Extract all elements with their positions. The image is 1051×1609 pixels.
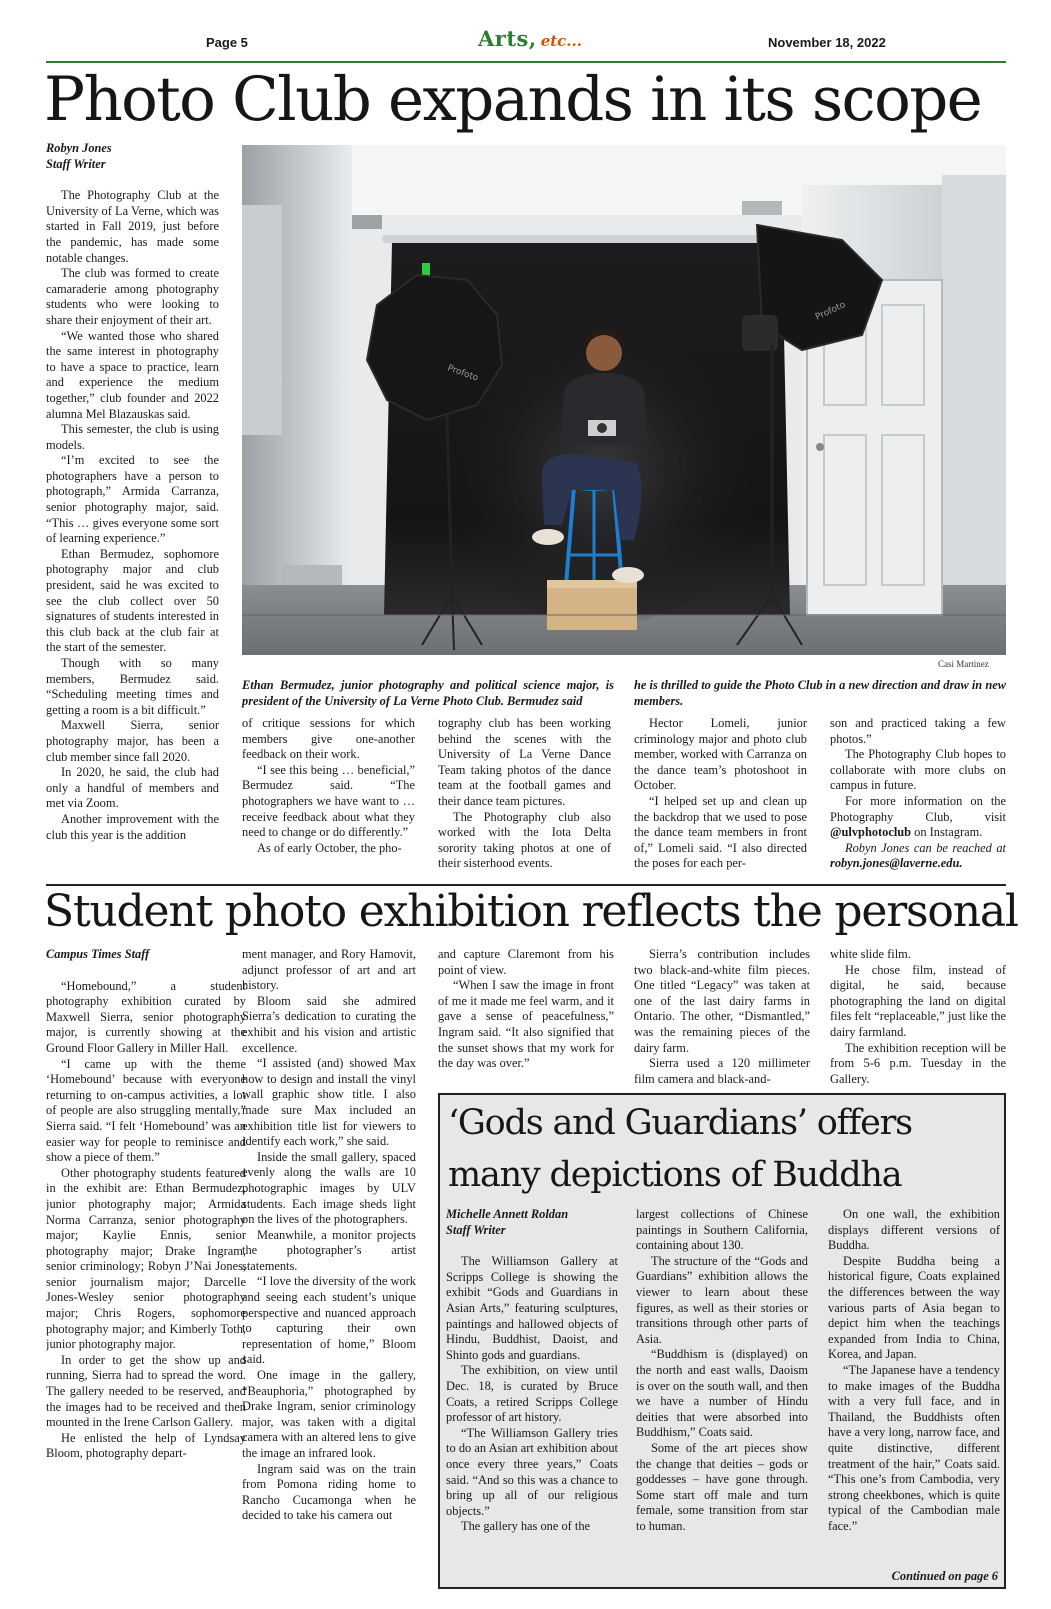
paragraph: The Photography Club hopes to collaborate with more clubs on campus in future. — [830, 747, 1006, 793]
paragraph: The exhibition, on view until Dec. 18, is curated by Bruce Coats, a retired Scripps College professor of art history. — [446, 1363, 618, 1425]
paragraph: Though with so many members, Bermudez said. “Scheduling meeting times and getting a room is a bit difficult.” — [46, 656, 219, 717]
paragraph: Despite Buddha being a historical figure, Coats explained the differences between the way various parts of Asia began to depict him when the teachings expanded from India to China, Korea, and Japan. — [828, 1253, 1000, 1362]
paragraph: The structure of the “Gods and Guardians” exhibition allows the viewer to learn about these figures, as well as their stories or transitions through other parts of Asia. — [636, 1253, 808, 1346]
section-title-sub: etc... — [540, 32, 582, 50]
paragraph: “I see this being … beneficial,” Bermudez said. “The photographers we have want to …receive feedback about what they need to change or do differently.” — [242, 762, 415, 840]
story1-byline — [46, 141, 219, 172]
paragraph: “I assisted (and) showed Max how to design and install the vinyl wall graphic show title. I also made sure Max included an exhibition title list for viewers to identify each work,” she said. — [242, 1056, 416, 1149]
photo-caption-right: he is thrilled to guide the Photo Club in a new direction and draw in new members. — [634, 678, 1006, 708]
paragraph: ment manager, and Rory Hamovit, adjunct professor of art and art history. — [242, 947, 416, 993]
story2-byline: Campus Times Staff — [46, 947, 150, 961]
story1-col3 — [438, 716, 611, 879]
story1-headline: Photo Club expands in its scope — [44, 64, 982, 135]
paragraph: The Photography Club at the University of La Verne, which was started in Fall 2019, just before the pandemic, has made some notable changes. — [46, 188, 219, 265]
paragraph: The club was formed to create camaraderie among photography students who were looking to share their enjoyment of their art. — [46, 266, 219, 327]
paragraph: Hector Lomeli, junior criminology major and photo club member, worked with Carranza on the dance team’s photoshoot in October. — [634, 716, 807, 793]
story2-col3 — [438, 947, 614, 1089]
paragraph: In 2020, he said, the club had only a handful of members and met via Zoom. — [46, 765, 219, 811]
softbox-right-brand: Profoto — [814, 300, 848, 323]
paragraph: white slide film. — [830, 947, 911, 961]
story3-col3 — [828, 1207, 1000, 1569]
paragraph: Some of the art pieces show the change that deities – gods or goddesses – have gone through. Some start off male and turn female, some transition from star to human. — [636, 1440, 808, 1533]
paragraph: The Williamson Gallery at Scripps College is showing the exhibit “Gods and Guardians in Asian Arts,” featuring sculptures, paintings and hallowed objects of Hindu, Buddhist, Daoist, and Shinto gods and guardians. — [446, 1254, 618, 1362]
author-contact-text: Robyn Jones can be reached at — [845, 840, 1006, 855]
paragraph: He chose film, instead of digital, he said, because photographing the land on digital files felt “replaceable,” just like the dairy farmland. — [830, 962, 1006, 1039]
paragraph: Ethan Bermudez, sophomore photography major and club president, said he was excited to see the club collect over 50 signatures of students interested in this club back at the club fair at the start of the semester. — [46, 546, 219, 655]
story2-headline: Student photo exhibition reflects the personal — [44, 886, 1018, 937]
paragraph: “I’m excited to see the photographers have a person to photograph,” Armida Carranza, senior photography major, said. “This … gives everyone some sort of learning experience.” — [46, 453, 219, 546]
paragraph: and capture Claremont from his point of view. — [438, 947, 614, 977]
continued-jump[interactable]: Continued on page 6 — [891, 1569, 998, 1583]
paragraph-text: For more information on the Photography Club, visit — [830, 793, 1006, 824]
story1-col4 — [634, 716, 807, 879]
story1-byline-role: Staff Writer — [46, 156, 106, 171]
paragraph: “I came up with the theme ‘Homebound’ because with everyone returning to on-campus activities, a lot of people are also struggling mentally,” Sierra said. “I felt ‘Homebound’ was an easier way for people to reminisce and show a piece of them.” — [46, 1056, 246, 1165]
story3-headline-line2: many depictions of Buddha — [448, 1155, 902, 1195]
story1-photo — [242, 145, 1006, 655]
paragraph: “I love the diversity of the work and seeing each student’s unique perspective and nuanced approach to capturing their own representation of home,” Bloom said. — [242, 1274, 416, 1367]
photo-credit: Casi Martinez — [938, 659, 989, 669]
paragraph: The exhibition reception will be from 5-6 p.m. Tuesday in the Gallery. — [830, 1040, 1006, 1086]
softbox-left-brand: Profoto — [445, 363, 480, 384]
paragraph: One image in the gallery, “Beauphoria,” photographed by Drake Ingram, senior criminology major, was taken with a digital camera with an altered lens to give the image an infrared look. — [242, 1368, 416, 1460]
paragraph: son and practiced taking a few photos.” — [830, 716, 1006, 746]
paragraph: Other photography students featured in the exhibit are: Ethan Bermudez, junior photography major; Armida Norma Carranza, senior photography major; Kaylie Ennis, senior photography major; Drake Ingram, senior criminology; Robyn J’Nai Jones, senior journalism major; Darcelle Jones-Wesley senior photography major; Chris Rogers, sophomore photography major; and Kimberly Toth, junior photography major. — [46, 1165, 246, 1352]
paragraph: “Homebound,” a student photography exhibition curated by Maxwell Sierra, senior photography major, is currently showing at the Ground Floor Gallery in Miller Hall. — [46, 978, 246, 1055]
paragraph: largest collections of Chinese paintings in Southern California, containing about 130. — [636, 1207, 808, 1253]
paragraph: Another improvement with the club this year is the addition — [46, 811, 219, 842]
paragraph: “The Williamson Gallery tries to do an Asian art exhibition about once every three years,” Coats said. “And so this was a chance to bring up all of our religious objects.” — [446, 1425, 618, 1518]
instagram-handle[interactable]: @ulvphotoclub — [830, 825, 912, 840]
story3-byline — [446, 1207, 618, 1238]
paragraph: In order to get the show up and running, Sierra had to spread the word. The gallery needed to be reserved, and the images had to be received and then mounted in the Irene Carlson Gallery. — [46, 1352, 246, 1430]
page-number: Page 5 — [206, 35, 248, 50]
story2-col2 — [242, 947, 416, 1603]
story3-col2 — [636, 1207, 808, 1585]
paragraph: “Buddhism is (displayed) on the north and east walls, Daoism is over on the south wall, and then we have a number of Hindu deities that were absorbed into Buddhism,” Coats said. — [636, 1347, 808, 1440]
story3-col1 — [446, 1207, 618, 1585]
paragraph: tography club has been working behind the scenes with the University of La Verne Dance Team taking photos of the dance team at the football games and their dance team pictures. — [438, 716, 611, 808]
story2-col5 — [830, 947, 1006, 1089]
paragraph — [830, 794, 1006, 841]
paragraph: “I helped set up and clean up the backdrop that we used to pose the dance team members in front of,” Lomeli said. “I also directed the poses for each per- — [634, 793, 807, 871]
story1-byline-name: Robyn Jones — [46, 141, 112, 155]
paragraph: Maxwell Sierra, senior photography major, has been a club member since fall 2020. — [46, 718, 219, 764]
paragraph: On one wall, the exhibition displays different versions of Buddha. — [828, 1207, 1000, 1253]
paragraph: “When I saw the image in front of me it made me feel warm, and it gave a sense of peacefulness,” Ingram said. “It also signified that the sunset shows that my work for the day was over.” — [438, 978, 614, 1071]
author-email[interactable]: robyn.jones@laverne.edu. — [830, 856, 963, 871]
paragraph: The Photography club also worked with the Iota Delta sorority taking photos at one of their sisterhood events. — [438, 809, 611, 871]
author-contact — [830, 841, 1006, 872]
paragraph: Inside the small gallery, spaced evenly along the walls are 10 photographic images by ULV students. Each image sheds light on the lives of the photographers. — [242, 1149, 416, 1227]
story3-byline-name: Michelle Annett Roldan — [446, 1207, 569, 1221]
paragraph: As of early October, the pho- — [257, 840, 402, 855]
paragraph: Meanwhile, a monitor projects the photographer’s artist statements. — [242, 1227, 416, 1273]
paragraph: of critique sessions for which members give one-another feedback on their work. — [242, 716, 415, 762]
photo-caption-left: Ethan Bermudez, junior photography and political science major, is president of the University of La Verne Photo Club. Bermudez said — [242, 678, 614, 708]
story1-col5 — [830, 716, 1006, 879]
story3-box — [438, 1093, 1006, 1589]
story1-col1 — [46, 141, 219, 879]
paragraph: This semester, the club is using models. — [46, 422, 219, 452]
paragraph: “We wanted those who shared the same interest in photography to have a space to practice, learn and experience the medium together,” club founder and 2022 alumna Mel Blazauskas said. — [46, 328, 219, 421]
story2-col4 — [634, 947, 810, 1089]
story3-headline-line1: ‘Gods and Guardians’ offers — [448, 1103, 912, 1143]
paragraph: Bloom said she admired Sierra’s dedication to curating the exhibit and his vision and artistic excellence. — [242, 993, 416, 1055]
story2-col1 — [46, 947, 246, 1603]
paragraph: Ingram said was on the train from Pomona riding home to Rancho Cucamonga when he decided to take his camera out — [242, 1461, 416, 1523]
paragraph: Sierra used a 120 millimeter film camera and black-and- — [634, 1056, 810, 1086]
story3-byline-role: Staff Writer — [446, 1222, 506, 1237]
paragraph: The gallery has one of the — [461, 1519, 591, 1534]
paragraph: Sierra’s contribution includes two black-and-white film pieces. One titled “Legacy” was taken at one of the last dairy farms in Ontario. The other, “Dismantled,” was the remaining pieces of the dairy farm. — [634, 947, 810, 1055]
instagram-suffix: on Instagram. — [911, 825, 983, 840]
section-title — [478, 26, 582, 51]
paragraph: “The Japanese have a tendency to make images of the Buddha with a very full face, and in Thailand, the Buddhists often have a very long, narrow face, and quite distinctive, different treatment of the hair,” Coats said. “This one’s from Cambodia, very strong cheekbones, which is quite typical of the Cambodian male face.” — [828, 1362, 1000, 1533]
story1-col2 — [242, 716, 415, 879]
paragraph: He enlisted the help of Lyndsay Bloom, photography depart- — [46, 1430, 246, 1461]
story3-headline — [448, 1097, 912, 1201]
section-title-main: Arts, — [478, 26, 537, 51]
issue-date: November 18, 2022 — [768, 35, 886, 50]
